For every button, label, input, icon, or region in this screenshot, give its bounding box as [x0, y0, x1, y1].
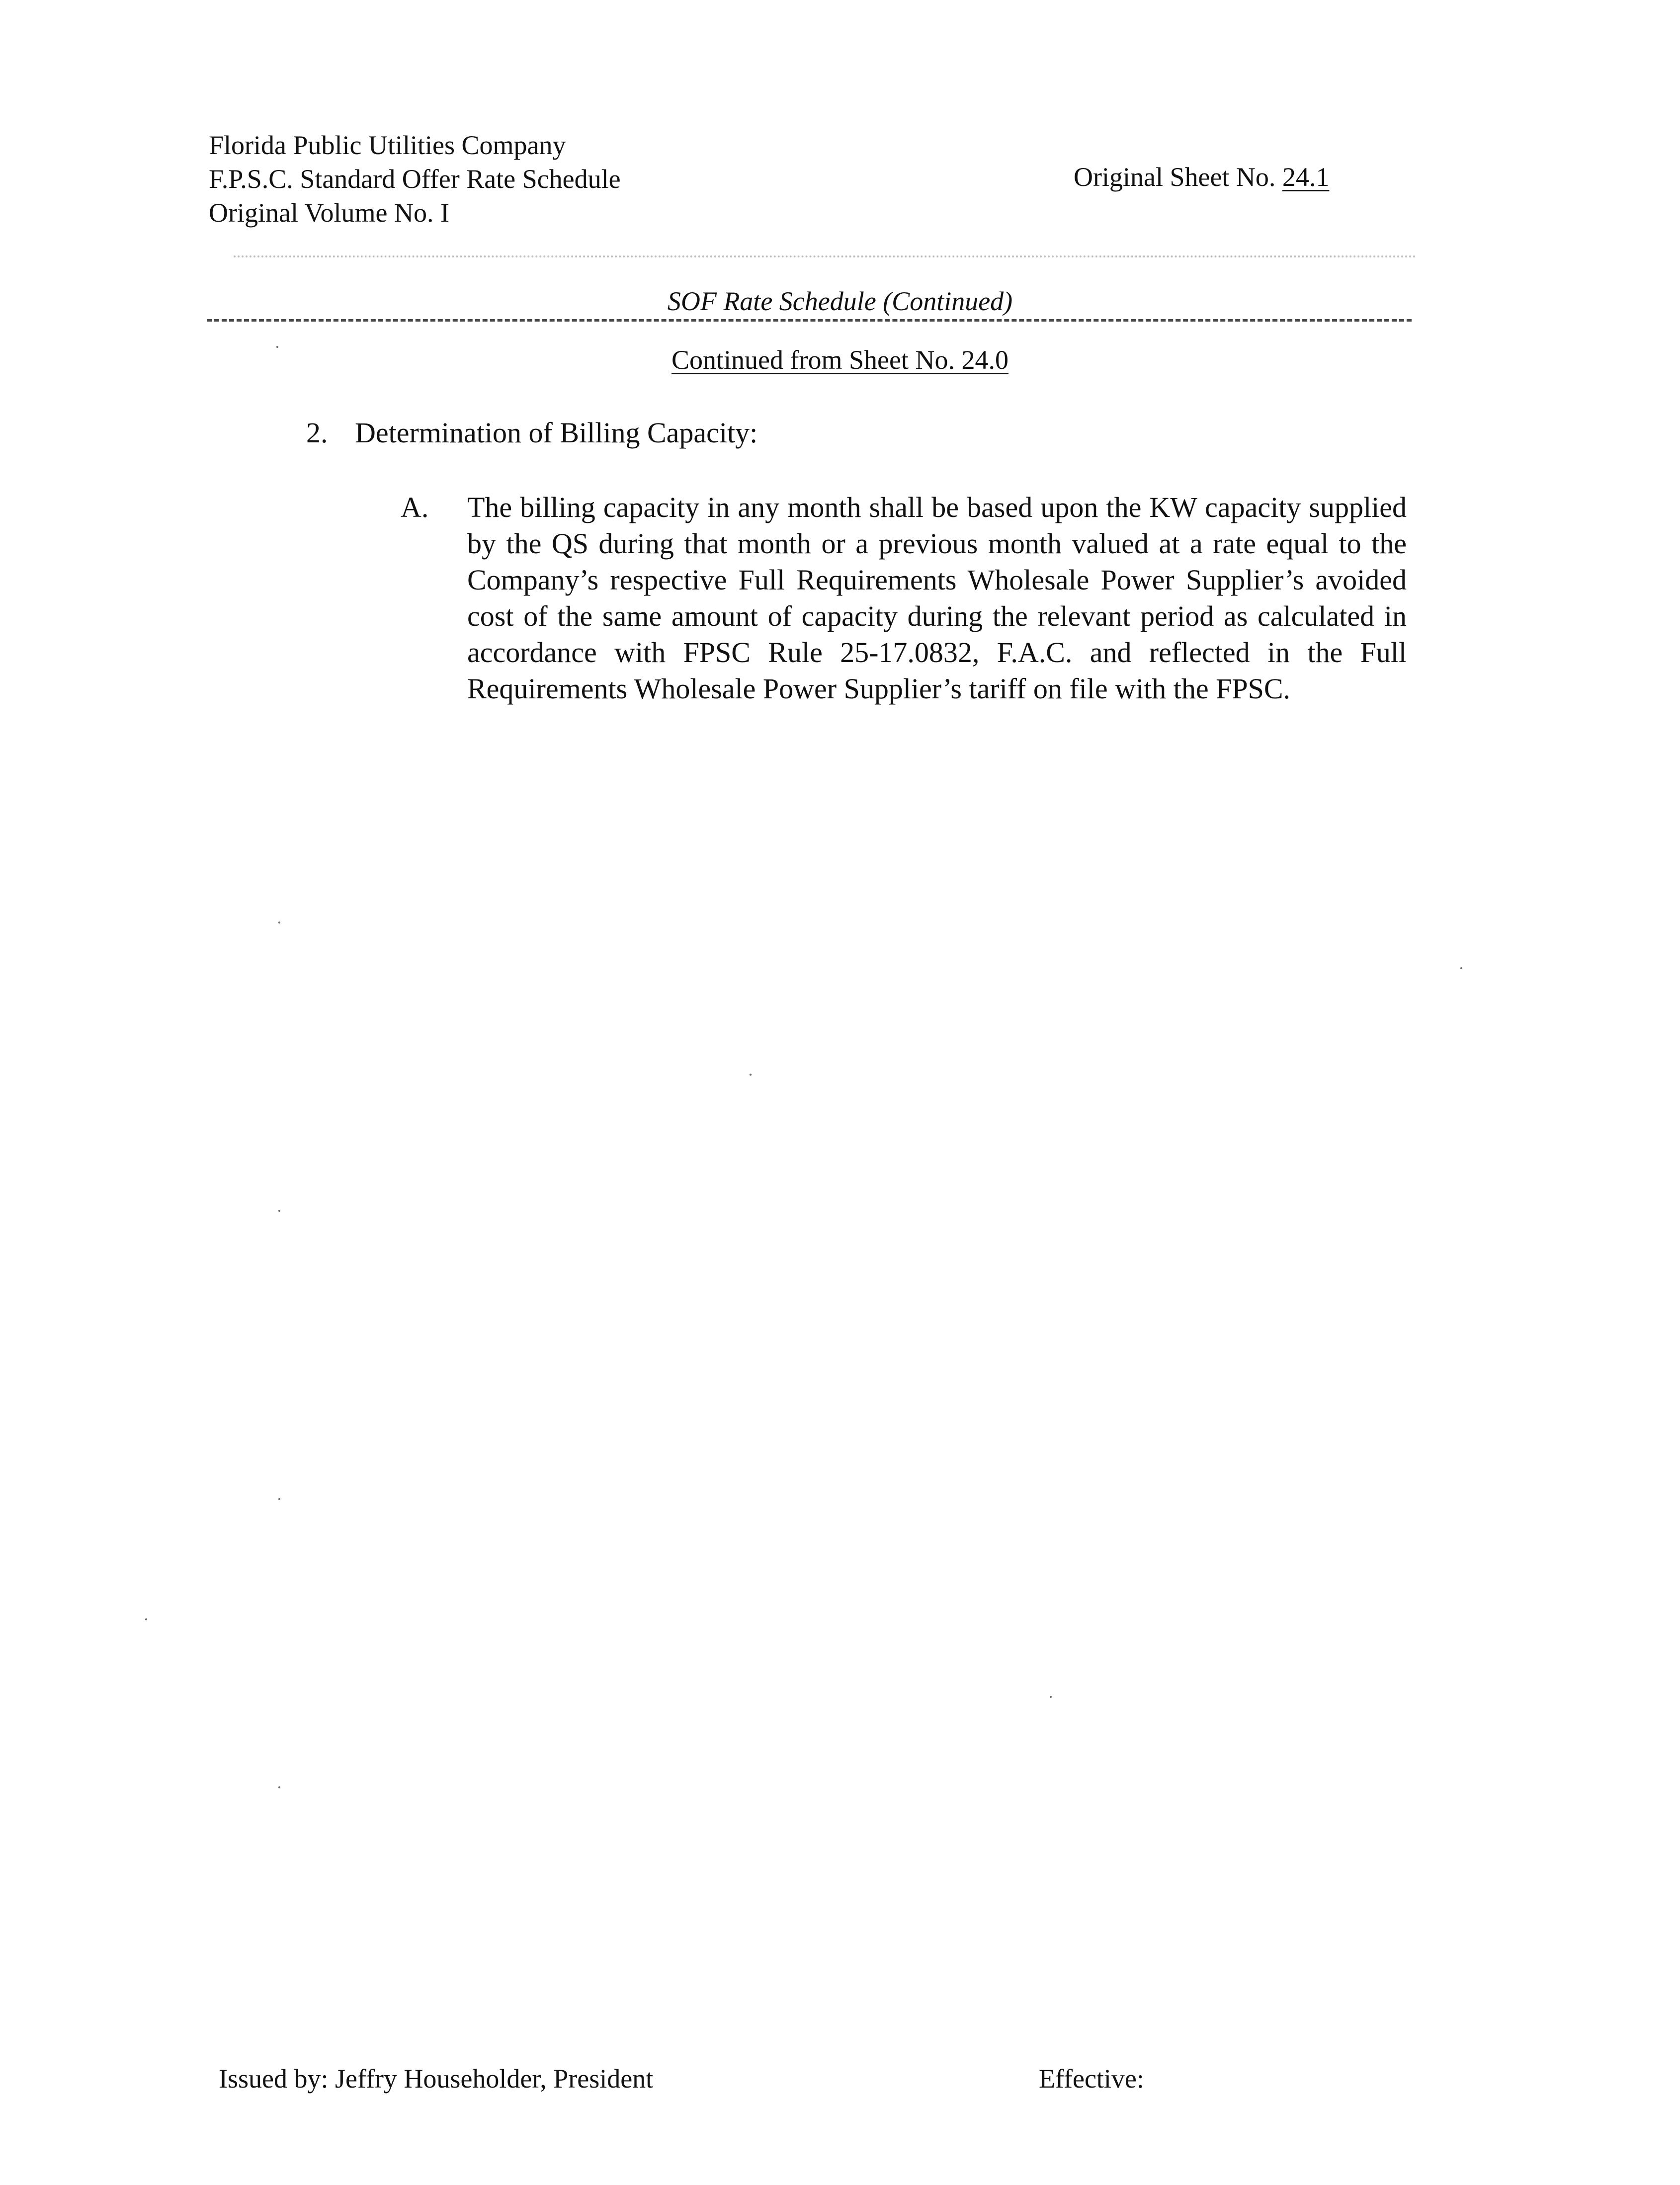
scan-speck [145, 1618, 147, 1620]
schedule-name: F.P.S.C. Standard Offer Rate Schedule [209, 164, 621, 194]
header-dotted-line [234, 255, 1417, 257]
section-title: Determination of Billing Capacity: [355, 417, 758, 449]
scan-speck [276, 346, 278, 348]
section-number: 2. [306, 417, 328, 449]
header-block [209, 128, 621, 230]
effective-label: Effective: [1039, 2064, 1144, 2094]
item-text: The billing capacity in any month shall be based upon the KW capacity supplied by the QS during that month or a previous month valued at a rate equal to the Company’s respective Full Requirements Wholesale Power Supplier’s avoided cost of the same amount of capacity during the relevant period as calculated in accordance with FPSC Rule 25-17.0832, F.A.C. and reflected in the Full Requirements Wholesale Power Supplier’s tariff on file with the FPSC. [467, 491, 1407, 705]
company-name: Florida Public Utilities Company [209, 130, 566, 160]
sheet-number: 24.1 [1282, 162, 1330, 192]
scan-speck [1050, 1696, 1052, 1698]
sheet-label [1074, 160, 1329, 194]
scan-speck [750, 1074, 752, 1076]
item-letter: A. [401, 491, 429, 523]
schedule-title: SOF Rate Schedule (Continued) [667, 286, 1013, 316]
scan-speck [278, 1498, 280, 1500]
volume-name: Original Volume No. I [209, 198, 449, 228]
scan-speck [1460, 967, 1462, 969]
scan-speck [278, 1786, 280, 1788]
title-rule [207, 319, 1412, 322]
sheet-prefix: Original Sheet No. [1074, 162, 1282, 192]
scan-speck [278, 1210, 280, 1212]
continued-from-text: Continued from Sheet No. 24.0 [672, 345, 1008, 375]
issued-by: Issued by: Jeffry Householder, President [219, 2064, 654, 2094]
continued-from [0, 343, 1680, 377]
scan-speck [278, 922, 280, 924]
